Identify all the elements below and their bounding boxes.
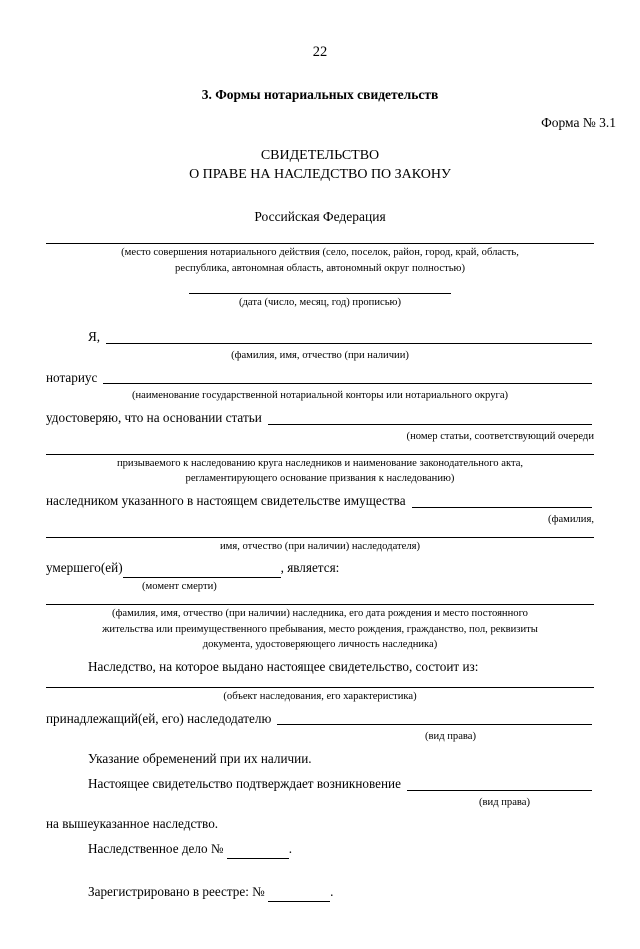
encumbrances-label: Указание обременений при их наличии. xyxy=(88,751,312,767)
heirs-caption-line1: призываемого к наследованию круга наследников и наименование законодательного акта, xyxy=(116,457,524,469)
belonging-label: принадлежащий(ей, его) наследодателю xyxy=(46,710,272,726)
death-moment-field[interactable] xyxy=(46,559,594,594)
notary-caption: (наименование государственной нотариальной конторы или нотариального округа) xyxy=(131,390,509,402)
case-label: Наследственное дело № xyxy=(88,841,224,857)
federation-label: Российская Федерация xyxy=(254,208,386,224)
registered-suffix: . xyxy=(330,883,334,899)
heirs-act-rule xyxy=(46,454,594,455)
confirms-field[interactable] xyxy=(46,775,594,810)
deceased-label: умершего(ей) xyxy=(46,560,123,576)
registry-field[interactable] xyxy=(46,883,594,902)
document-page xyxy=(0,44,640,949)
fio-rule[interactable] xyxy=(106,343,592,344)
document-body xyxy=(0,243,640,902)
case-field[interactable] xyxy=(46,840,594,859)
is-label: , является: xyxy=(280,560,340,576)
notary-field[interactable] xyxy=(46,369,594,404)
date-field[interactable] xyxy=(46,293,594,310)
article-caption: (номер статьи, соответствующий очереди xyxy=(406,430,594,442)
document-title xyxy=(0,147,640,185)
certify-label: удостоверяю, что на основании статьи xyxy=(46,410,262,426)
place-rule xyxy=(46,243,594,244)
date-rule xyxy=(189,293,451,294)
confirms-label: Настоящее свидетельство подтверждает возникновение xyxy=(88,775,401,791)
inheritance-paragraph: Наследство, на которое выдано настоящее свидетельство, состоит из: xyxy=(88,659,479,675)
on-inheritance-label: на вышеуказанное наследство. xyxy=(46,816,219,832)
death-moment-rule[interactable] xyxy=(123,565,281,578)
page-number: 22 xyxy=(312,44,328,60)
registered-label: Зарегистрировано в реестре: № xyxy=(88,883,265,899)
notary-rule[interactable] xyxy=(103,383,592,384)
belonging-rule[interactable] xyxy=(277,724,592,725)
heir-details-caption-line3: документа, удостоверяющего личность наследника) xyxy=(202,639,438,651)
heir-property-field[interactable] xyxy=(46,492,594,527)
surname-caption: (фамилия, xyxy=(548,513,594,525)
heir-property-rule[interactable] xyxy=(412,507,592,508)
heir-details-rule xyxy=(46,604,594,605)
case-suffix: . xyxy=(288,841,293,857)
form-number: Форма № 3.1 xyxy=(541,115,616,130)
article-field[interactable] xyxy=(46,409,594,444)
registry-number-rule[interactable] xyxy=(268,889,330,902)
heir-details-caption-line1: (фамилия, имя, отчество (при наличии) наследника, его дата рождения и место постоянного xyxy=(112,607,528,619)
document-title-line2: О ПРАВЕ НА НАСЛЕДСТВО ПО ЗАКОНУ xyxy=(189,166,451,182)
heirs-act-field[interactable] xyxy=(46,454,594,487)
article-rule[interactable] xyxy=(268,424,592,425)
place-caption-line2: республика, автономная область, автономный округ полностью) xyxy=(175,262,465,274)
belonging-field[interactable] xyxy=(46,710,594,745)
heirs-caption-line2: регламентирующего основание призвания к наследованию) xyxy=(185,473,455,485)
object-caption: (объект наследования, его характеристика) xyxy=(223,690,417,702)
testator-name-caption: имя, отчество (при наличии) наследодателя) xyxy=(219,540,421,552)
testator-name-rule xyxy=(46,537,594,538)
fio-caption: (фамилия, имя, отчество (при наличии) xyxy=(231,349,409,361)
place-field[interactable] xyxy=(46,243,594,276)
heir-details-caption-line2: жительства или преимущественного пребывания, место рождения, гражданство, пол, реквизиты xyxy=(102,623,538,635)
death-moment-caption: (момент смерти) xyxy=(142,581,217,593)
right-type-caption-2: (вид права) xyxy=(479,796,530,808)
section-title: 3. Формы нотариальных свидетельств xyxy=(201,87,439,102)
place-caption-line1: (место совершения нотариального действия (село, поселок, район, город, край, область, xyxy=(121,246,519,258)
object-rule xyxy=(46,687,594,688)
right-type-caption-1: (вид права) xyxy=(425,731,476,743)
ya-label: Я, xyxy=(88,329,101,345)
confirms-rule[interactable] xyxy=(407,790,592,791)
case-number-rule[interactable] xyxy=(227,846,289,859)
fio-field[interactable] xyxy=(46,328,594,363)
document-title-line1: СВИДЕТЕЛЬСТВО xyxy=(260,148,380,163)
heir-property-label: наследником указанного в настоящем свидетельстве имущества xyxy=(46,493,406,509)
object-field[interactable] xyxy=(46,687,594,704)
notary-label: нотариус xyxy=(46,369,98,385)
testator-name-field[interactable] xyxy=(46,537,594,554)
heir-details-field[interactable] xyxy=(46,604,594,652)
date-caption: (дата (число, месяц, год) прописью) xyxy=(239,297,401,309)
